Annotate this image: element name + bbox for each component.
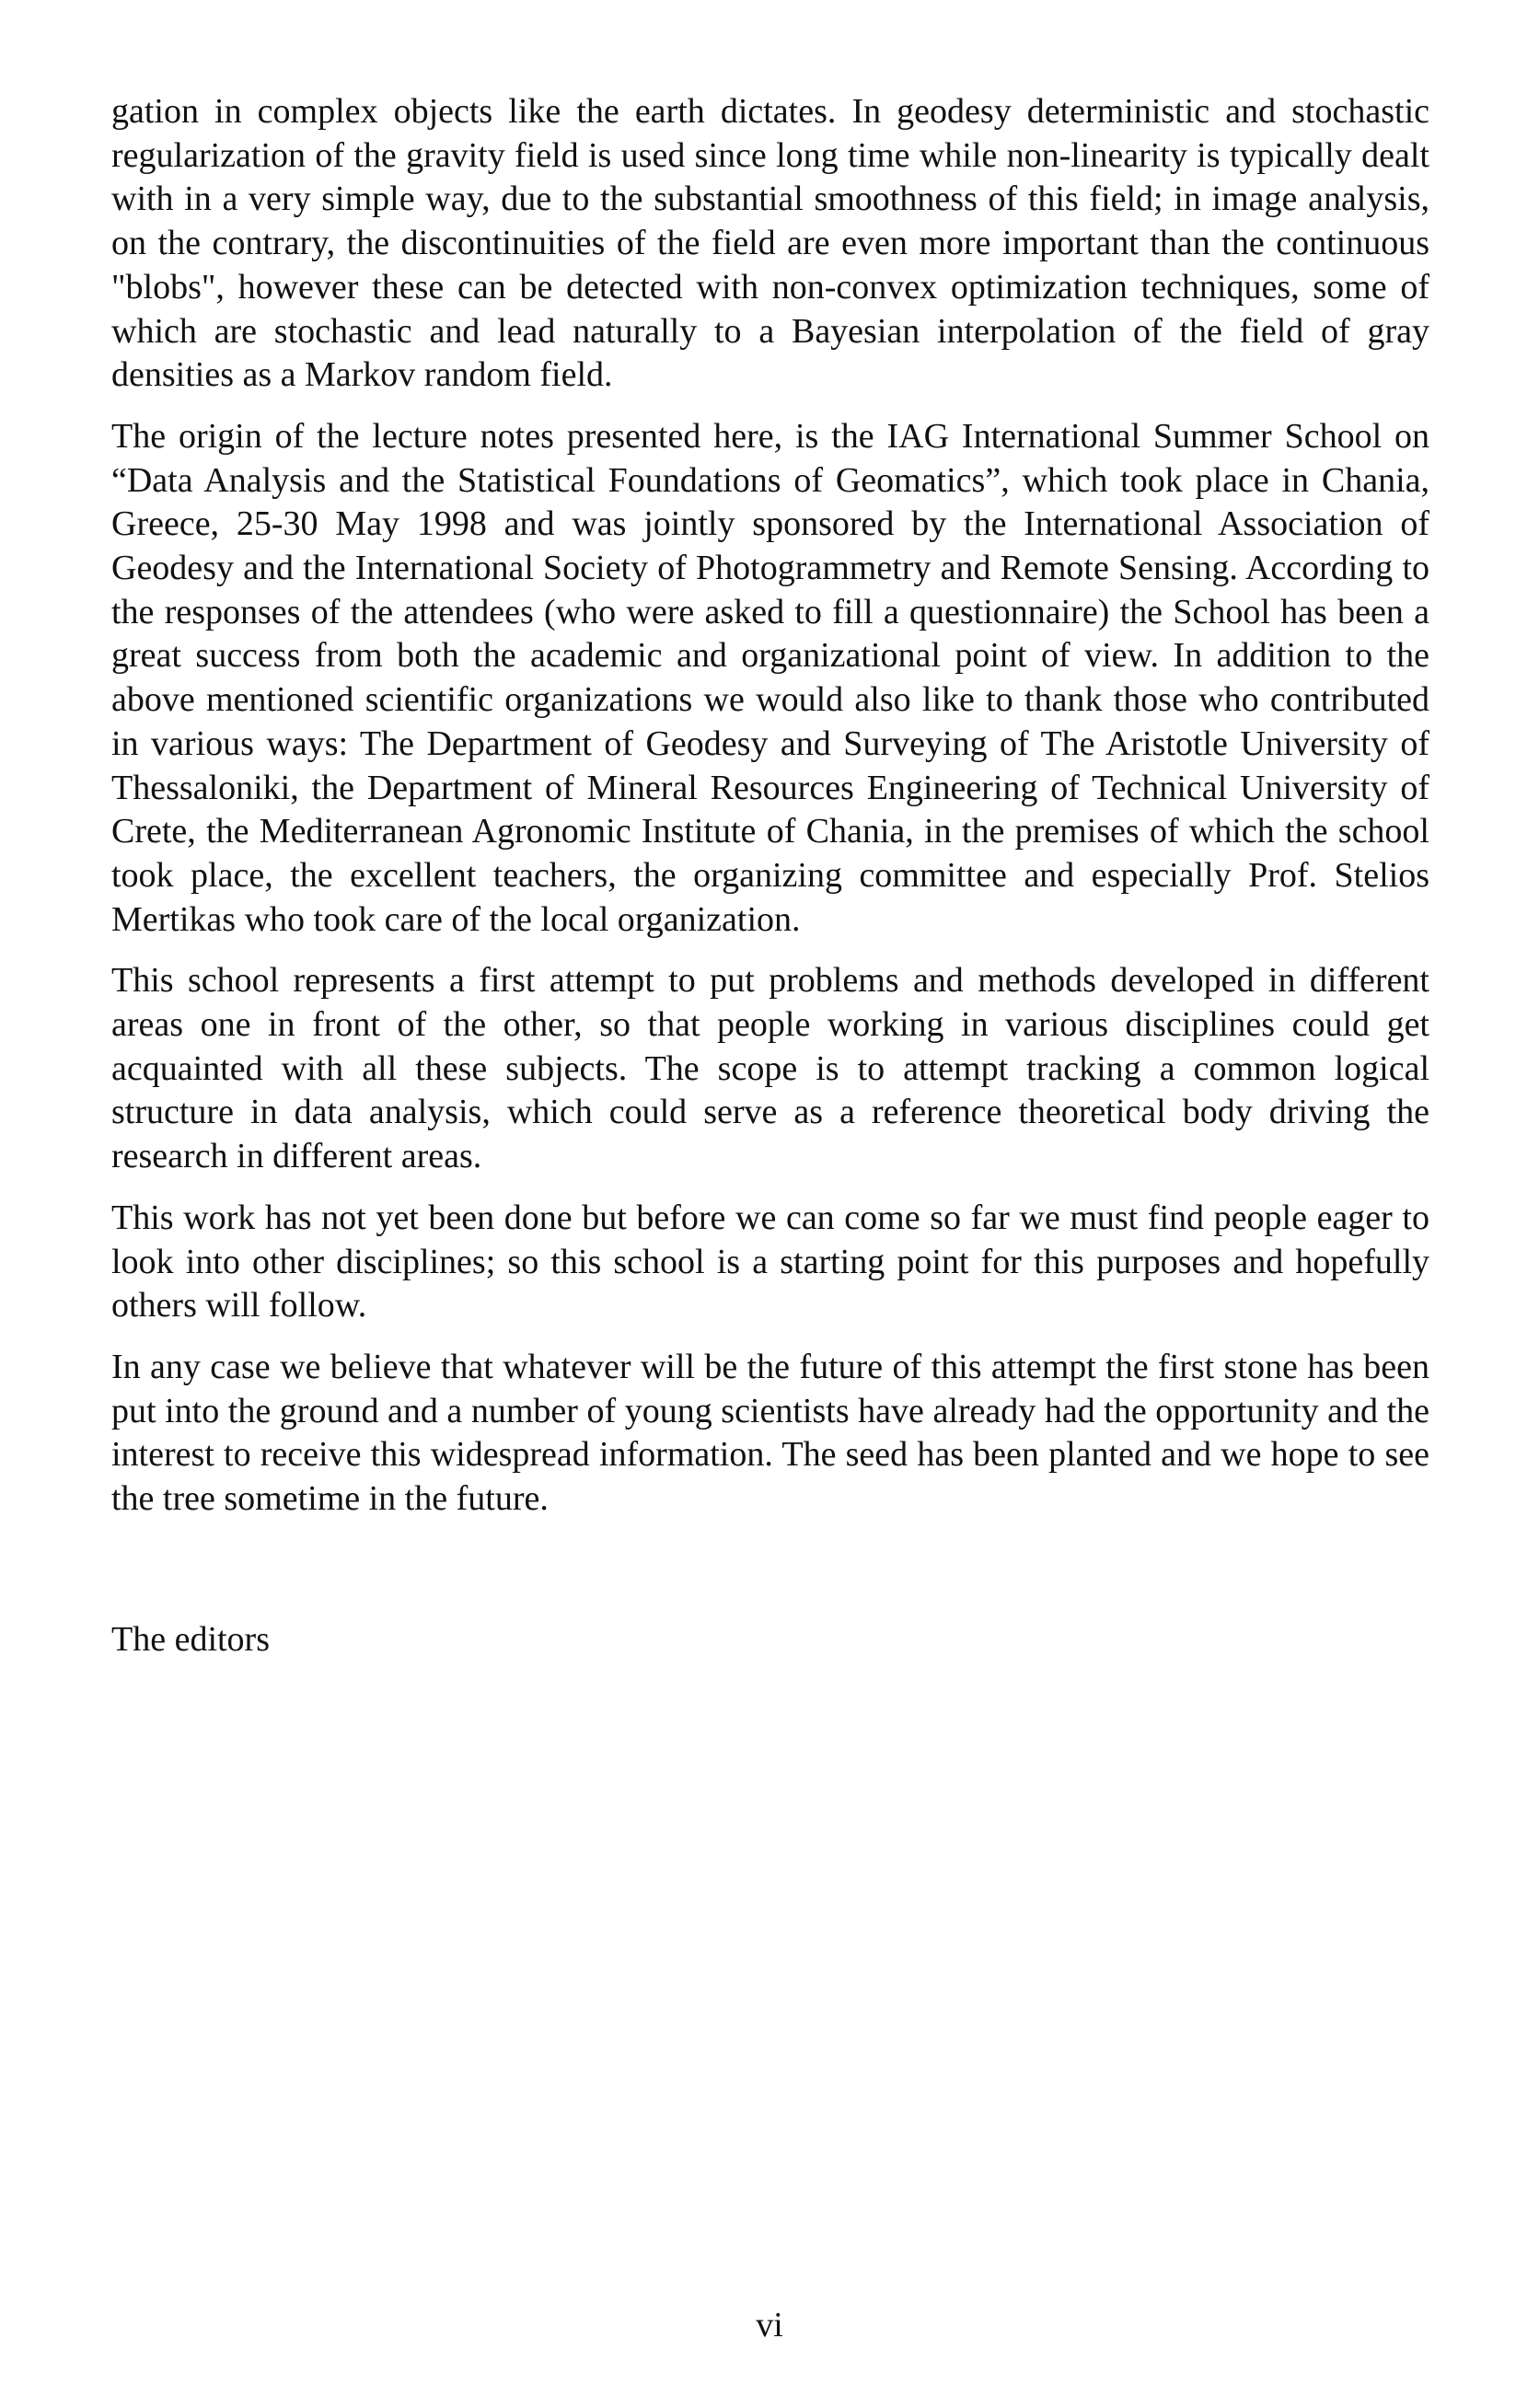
signature: The editors <box>111 1620 271 1659</box>
paragraph-2: The origin of the lecture notes presented here, is the IAG International Summer School on “Data Analysis and the Statistical Foundations of Geomatics”, which took place in Chania, Greece, 25-30 May 1998 and was jointly sponsored by the International Association of Geodesy and the International Society of Photogrammetry and Remote Sensing. According to the responses of the attendees (who were asked to fill a questionnaire) the School has been a great success from both the academic and organizational point of view. In addition to the above mentioned scientific organizations we would also like to thank those who contributed in various ways: The Department of Geodesy and Surveying of The Aristotle University of Thessaloniki, the Department of Mineral Resources Engineering of Technical University of Crete, the Mediterranean Agronomic Institute of Chania, in the premises of which the school took place, the excellent teachers, the organizing committee and especially Prof. Stelios Mertikas who took care of the local organization. <box>111 416 1429 939</box>
paragraph-1: gation in complex objects like the earth dictates. In geodesy deterministic and stochastic regularization of the gravity field is used since long time while non-linearity is typically dealt with in a very simple way, due to the substantial smoothness of this field; in image analysis, on the contrary, the discontinuities of the field are even more important than the continuous "blobs", however these can be detected with non-convex optimization techniques, some of which are stochastic and lead naturally to a Bayesian interpolation of the field of gray densities as a Markov random field. <box>111 92 1429 395</box>
page-number: vi <box>756 2306 783 2344</box>
paragraph-5: In any case we believe that whatever will be the future of this attempt the first stone has been put into the ground and a number of young scientists have already had the opportunity and the interest to receive this widespread information. The seed has been planted and we hope to see the tree sometime in the future. <box>111 1347 1429 1519</box>
paragraph-4: This work has not yet been done but before we can come so far we must find people eager to look into other disciplines; so this school is a starting point for this purposes and hopefully others will follow. <box>111 1198 1429 1326</box>
paragraph-3: This school represents a first attempt to put problems and methods developed in different areas one in front of the other, so that people working in various disciplines could get acquainted with all these subjects. The scope is to attempt tracking a common logical structure in data analysis, which could serve as a reference theoretical body driving the research in different areas. <box>111 961 1429 1176</box>
document-body <box>111 90 1429 1539</box>
